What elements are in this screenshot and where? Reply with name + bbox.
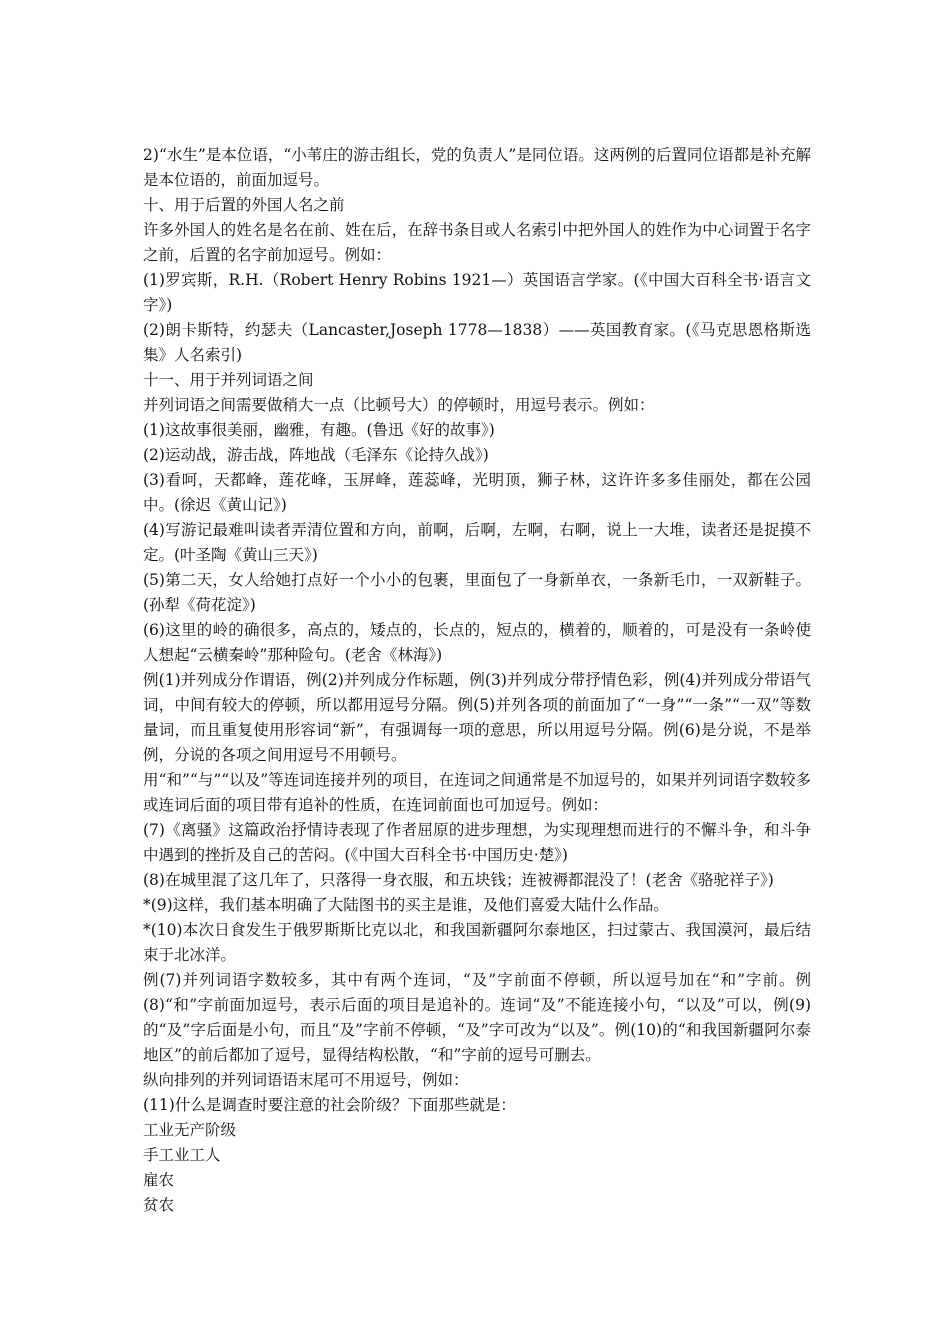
example-parallel-9: *(9)这样，我们基本明确了大陆图书的买主是谁，及他们喜爱大陆什么作品。 bbox=[143, 896, 669, 914]
list-item: 雇农 bbox=[143, 1171, 175, 1189]
paragraph-appositive-note: 2)“水生”是本位语，“小苇庄的游击组长，党的负责人”是同位语。这两例的后置同位语都是补充解是本位语的，前面加逗号。 bbox=[143, 146, 811, 189]
example-parallel-7: (7)《离骚》这篇政治抒情诗表现了作者屈原的进步理想，为实现理想而进行的不懈斗争，和斗争中遇到的挫折及自己的苦闷。(《中国大百科全书·中国历史·楚》) bbox=[143, 821, 811, 864]
paragraph-conjunction-rule: 用“和”“与”“以及”等连词连接并列的项目，在连词之间通常是不加逗号的，如果并列词语字数较多或连词后面的项目带有追补的性质，在连词前面也可加逗号。例如： bbox=[143, 771, 811, 814]
section-heading-11: 十一、用于并列词语之间 bbox=[143, 371, 314, 389]
paragraph-parallel-intro: 并列词语之间需要做稍大一点（比顿号大）的停顿时，用逗号表示。例如： bbox=[143, 396, 655, 414]
example-2-lancaster: (2)朗卡斯特，约瑟夫（Lancaster,Joseph 1778—1838）——英国教育家。(《马克思恩格斯选集》人名索引) bbox=[143, 321, 811, 364]
example-parallel-4: (4)写游记最难叫读者弄清位置和方向，前啊，后啊，左啊，右啊，说上一大堆，读者还是捉摸不定。(叶圣陶《黄山三天》) bbox=[143, 521, 811, 564]
example-parallel-3: (3)看呵，天都峰，莲花峰，玉屏峰，莲蕊峰，光明顶，狮子林，这许许多多佳丽处，都在公园中。(徐迟《黄山记》) bbox=[143, 471, 811, 514]
example-parallel-8: (8)在城里混了这几年了，只落得一身衣服，和五块钱；连被褥都混没了！(老舍《骆驼祥子》) bbox=[143, 871, 774, 889]
paragraph-foreign-names-intro: 许多外国人的姓名是名在前、姓在后，在辞书条目或人名索引中把外国人的姓作为中心词置于名字之前，后置的名字前加逗号。例如： bbox=[143, 221, 811, 264]
example-parallel-1: (1)这故事很美丽，幽雅，有趣。(鲁迅《好的故事》) bbox=[143, 421, 495, 439]
example-parallel-5: (5)第二天，女人给她打点好一个小小的包裹，里面包了一身新单衣，一条新毛巾，一双新鞋子。(孙犁《荷花淀》) bbox=[143, 571, 811, 614]
example-parallel-10: *(10)本次日食发生于俄罗斯斯比克以北，和我国新疆阿尔泰地区，扫过蒙古、我国漠河，最后结束于北冰洋。 bbox=[143, 921, 811, 964]
document-body bbox=[143, 143, 811, 1218]
paragraph-examples-explanation: 例(1)并列成分作谓语，例(2)并列成分作标题，例(3)并列成分带抒情色彩，例(4)并列成分带语气词，中间有较大的停顿，所以都用逗号分隔。例(5)并列各项的前面加了“一身”“一条”“一双”等数量词，而且重复使用形容词“新”，有强调每一项的意思，所以用逗号分隔。例(6)是分说，不是举例，分说的各项之间用逗号不用顿号。 bbox=[143, 671, 811, 764]
example-parallel-11: (11)什么是调查时要注意的社会阶级？下面那些就是： bbox=[143, 1096, 516, 1114]
section-heading-10: 十、用于后置的外国人名之前 bbox=[143, 196, 345, 214]
list-item: 贫农 bbox=[143, 1196, 175, 1214]
example-parallel-6: (6)这里的岭的确很多，高点的，矮点的，长点的，短点的，横着的，顺着的，可是没有一条岭使人想起“云横秦岭”那种险句。(老舍《林海》) bbox=[143, 621, 811, 664]
example-parallel-2: (2)运动战，游击战，阵地战（毛泽东《论持久战》) bbox=[143, 446, 489, 464]
list-item: 工业无产阶级 bbox=[143, 1121, 237, 1139]
list-item: 手工业工人 bbox=[143, 1146, 221, 1164]
example-1-robins: (1)罗宾斯，R.H.（Robert Henry Robins 1921—）英国语言学家。(《中国大百科全书·语言文字》) bbox=[143, 271, 811, 314]
paragraph-vertical-list-rule: 纵向排列的并列词语语末尾可不用逗号，例如： bbox=[143, 1071, 469, 1089]
paragraph-conjunction-explanation: 例(7)并列词语字数较多，其中有两个连词，“及”字前面不停顿，所以逗号加在“和”字前。例(8)“和”字前面加逗号，表示后面的项目是追补的。连词“及”不能连接小句，“以及”可以，例(9)的“及”字后面是小句，而且“及”字前不停顿，“及”字可改为“以及”。例(10)的“和我国新疆阿尔泰地区”的前后都加了逗号，显得结构松散，“和”字前的逗号可删去。 bbox=[143, 971, 811, 1064]
